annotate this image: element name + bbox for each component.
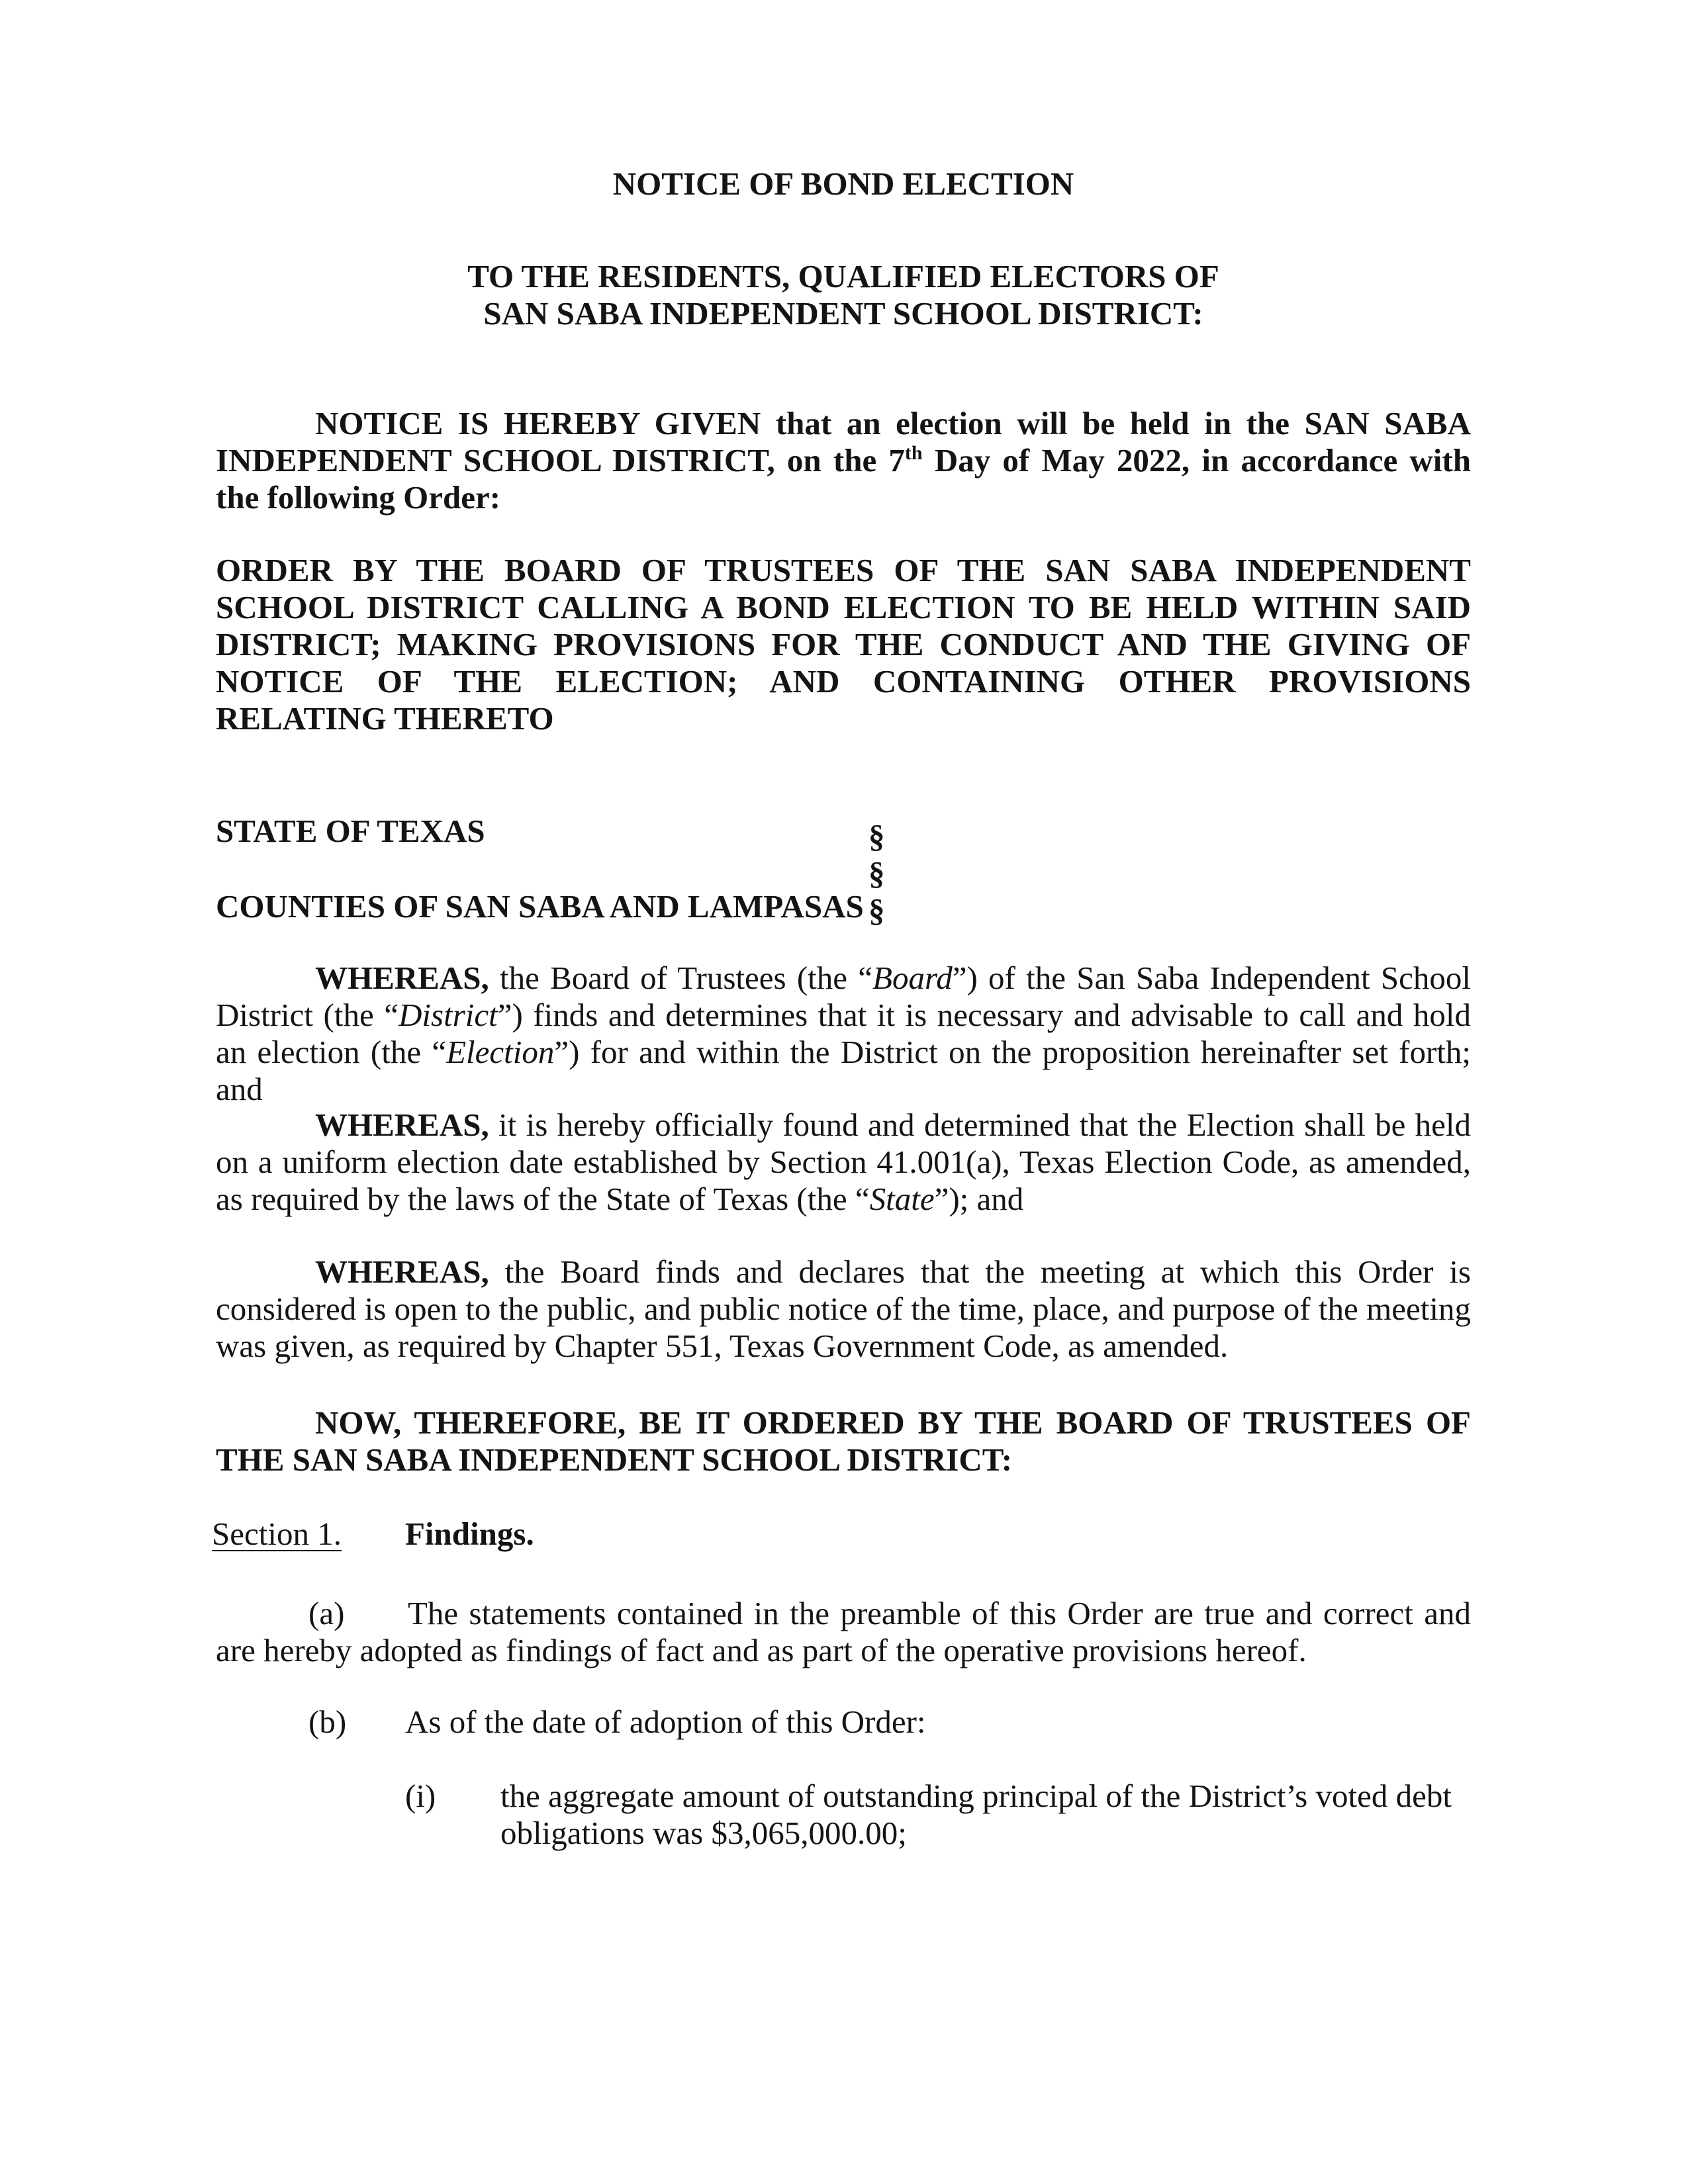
clause-a-label: (a) <box>308 1595 345 1631</box>
addressee-line-2: SAN SABA INDEPENDENT SCHOOL DISTRICT: <box>483 295 1203 332</box>
caption-counties: COUNTIES OF SAN SABA AND LAMPASAS <box>216 888 864 925</box>
addressee-line-1: TO THE RESIDENTS, QUALIFIED ELECTORS OF <box>467 258 1219 295</box>
section-symbol: § <box>868 892 885 929</box>
clause-b-label: (b) <box>308 1704 347 1740</box>
section-symbol: § <box>868 855 885 891</box>
order-title: ORDER BY THE BOARD OF TRUSTEES OF THE SAN SABA INDEPENDENT SCHOOL DISTRICT CALLING A BOND ELECTION TO BE HELD WITHIN SAID DISTRICT; MAKING PROVISIONS FOR THE CONDUCT AND THE GIVING OF NOTICE OF THE ELECTION; AND CONTAINING OTHER PROVISIONS RELATING THERETO <box>216 552 1471 737</box>
whereas-paragraph-2: WHEREAS, it is hereby officially found and determined that the Election shall be held on a uniform election date established by Section 41.001(a), Texas Election Code, as amended, as required by the laws of the State of Texas (the “State”); and <box>216 1107 1471 1217</box>
whereas-paragraph-1: WHEREAS, the Board of Trustees (the “Board”) of the San Saba Independent School District (the “District”) finds and determines that it is necessary and advisable to call and hold an election (the “Election”) for and within the District on the proposition hereinafter set forth; and <box>216 960 1472 1107</box>
notice-paragraph: NOTICE IS HEREBY GIVEN that an election will be held in the SAN SABA INDEPENDENT SCHOOL DISTRICT, on the 7th Day of May 2022, in accordance with the following Order: <box>216 405 1471 516</box>
document-title: NOTICE OF BOND ELECTION <box>612 165 1074 202</box>
caption-state: STATE OF TEXAS <box>216 813 485 849</box>
section-symbol: § <box>868 818 885 854</box>
clause-i-label: (i) <box>405 1778 436 1814</box>
clause-i-text: the aggregate amount of outstanding principal of the District’s voted debt obligations was $3,065,000.00; <box>500 1778 1452 1851</box>
clause-a-text: The statements contained in the preamble of this Order are true and correct and are hereby adopted as findings of fact and as part of the operative provisions hereof. <box>216 1595 1471 1668</box>
whereas-paragraph-3: WHEREAS, the Board finds and declares that the meeting at which this Order is considered is open to the public, and public notice of the time, place, and purpose of the meeting was given, as required by Chapter 551, Texas Government Code, as amended. <box>216 1253 1471 1364</box>
section-1-heading: Findings. <box>405 1516 534 1552</box>
section-1-label: Section 1. <box>212 1516 342 1552</box>
now-therefore-paragraph: NOW, THEREFORE, BE IT ORDERED BY THE BOARD OF TRUSTEES OF THE SAN SABA INDEPENDENT SCHOOL DISTRICT: <box>216 1404 1471 1478</box>
clause-b-text: As of the date of adoption of this Order: <box>405 1704 926 1740</box>
